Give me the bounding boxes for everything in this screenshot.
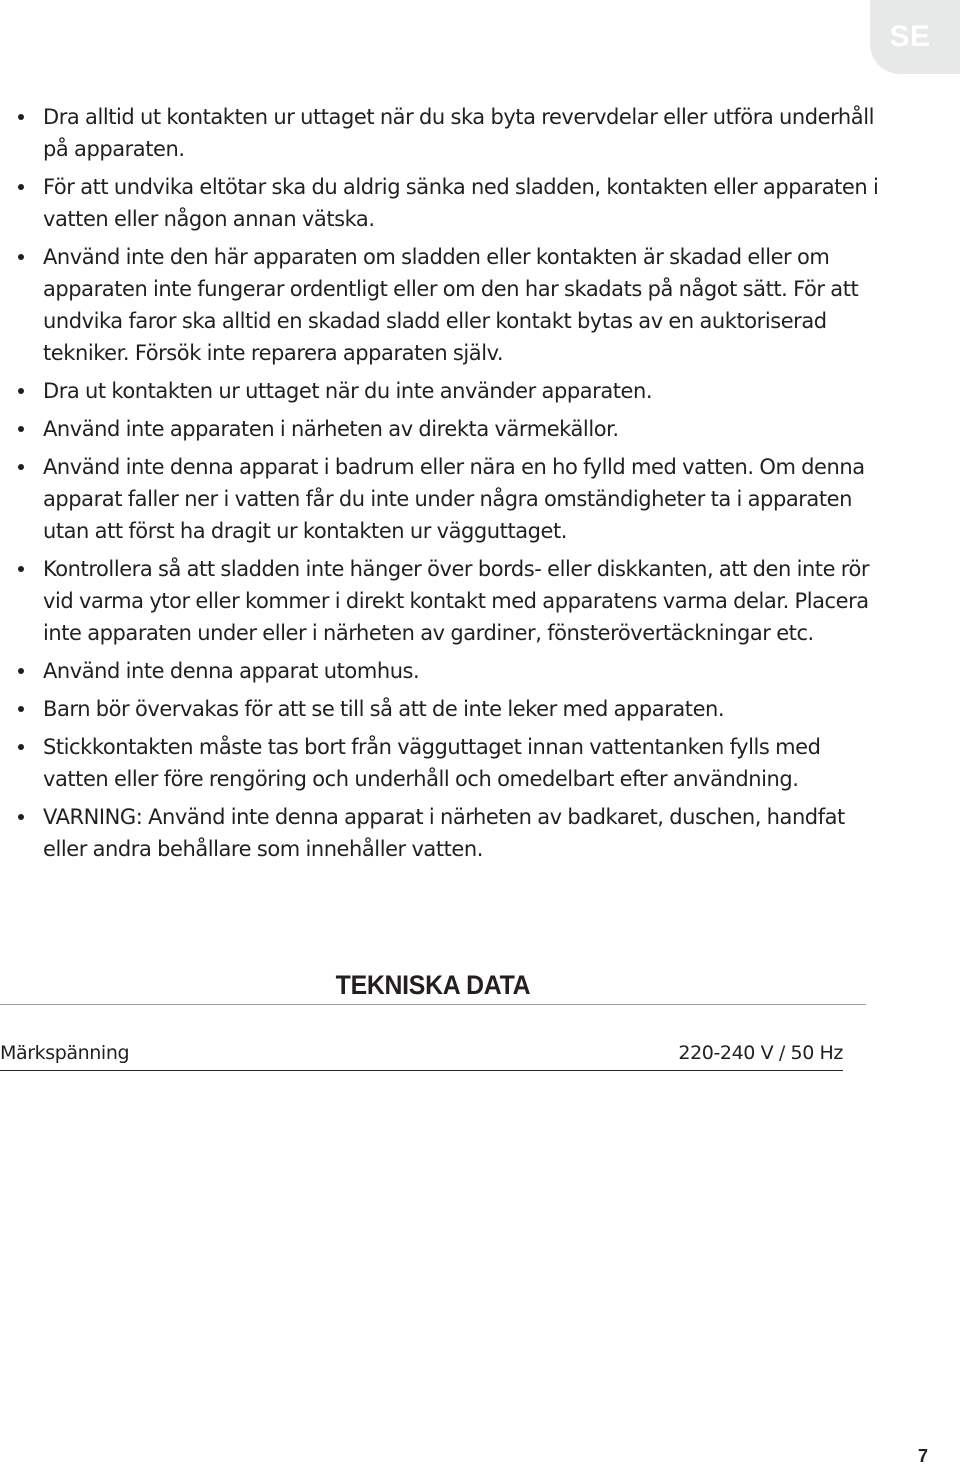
list-item xyxy=(0,171,880,235)
spec-label: Märkspänning xyxy=(0,1042,130,1064)
list-item-text: Kontrollera så att sladden inte hänger över bords- eller diskkanten, att den inte rör vid varma ytor eller kommer i direkt kontakt med apparatens varma delar. Placera inte apparaten under eller i närheten av gardiner, fönsterövertäckningar etc. xyxy=(43,557,870,645)
section-divider xyxy=(0,1004,866,1005)
list-item-text: VARNING: Använd inte denna apparat i närheten av badkaret, duschen, handfat eller andra behållare som innehåller vatten. xyxy=(43,805,845,861)
bullet-icon xyxy=(18,744,24,750)
bullet-icon xyxy=(18,566,24,572)
list-item xyxy=(0,731,880,795)
language-tab-label: SE xyxy=(889,20,931,53)
bullet-icon xyxy=(18,388,24,394)
bullet-icon xyxy=(18,464,24,470)
list-item xyxy=(0,375,880,407)
bullet-icon xyxy=(18,814,24,820)
list-item-text: Dra ut kontakten ur uttaget när du inte använder apparaten. xyxy=(43,379,653,403)
spec-row xyxy=(0,1040,843,1071)
list-item xyxy=(0,241,880,369)
bullet-icon xyxy=(18,668,24,674)
list-item xyxy=(0,451,880,547)
list-item-text: Barn bör övervakas för att se till så att de inte leker med apparaten. xyxy=(43,697,725,721)
list-item-text: Använd inte den här apparaten om sladden eller kontakten är skadad eller om apparaten inte fungerar ordentligt eller om den har skadats på något sätt. För att undvika faror ska alltid en skadad sladd eller kontakt bytas av en auktoriserad tekniker. Försök inte reparera apparaten själv. xyxy=(43,245,859,365)
list-item-text: Använd inte denna apparat i badrum eller nära en ho fylld med vatten. Om denna apparat faller ner i vatten får du inte under några omständigheter ta i apparaten utan att först ha dragit ur kontakten ur vägguttaget. xyxy=(43,455,865,543)
spec-value: 220-240 V / 50 Hz xyxy=(678,1042,843,1064)
list-item-text: Använd inte denna apparat utomhus. xyxy=(43,659,420,683)
list-item xyxy=(0,693,880,725)
list-item xyxy=(0,801,880,865)
list-item-text: Använd inte apparaten i närheten av direkta värmekällor. xyxy=(43,417,619,441)
list-item xyxy=(0,101,880,165)
list-item-text: Dra alltid ut kontakten ur uttaget när du ska byta revervdelar eller utföra underhåll på apparaten. xyxy=(43,105,874,161)
bullet-icon xyxy=(18,254,24,260)
list-item xyxy=(0,553,880,649)
language-tab xyxy=(870,0,960,74)
list-item xyxy=(0,413,880,445)
safety-instructions-list xyxy=(0,101,880,871)
bullet-icon xyxy=(18,706,24,712)
technical-data-title: TEKNISKA DATA xyxy=(335,970,531,1000)
list-item-text: För att undvika eltötar ska du aldrig sänka ned sladden, kontakten eller apparaten i vatten eller någon annan vätska. xyxy=(43,175,879,231)
list-item xyxy=(0,655,880,687)
bullet-icon xyxy=(18,426,24,432)
bullet-icon xyxy=(18,114,24,120)
bullet-icon xyxy=(18,184,24,190)
list-item-text: Stickkontakten måste tas bort från vägguttaget innan vattentanken fylls med vatten eller före rengöring och underhåll och omedelbart efter användning. xyxy=(43,735,821,791)
page-number: 7 xyxy=(918,1446,929,1466)
